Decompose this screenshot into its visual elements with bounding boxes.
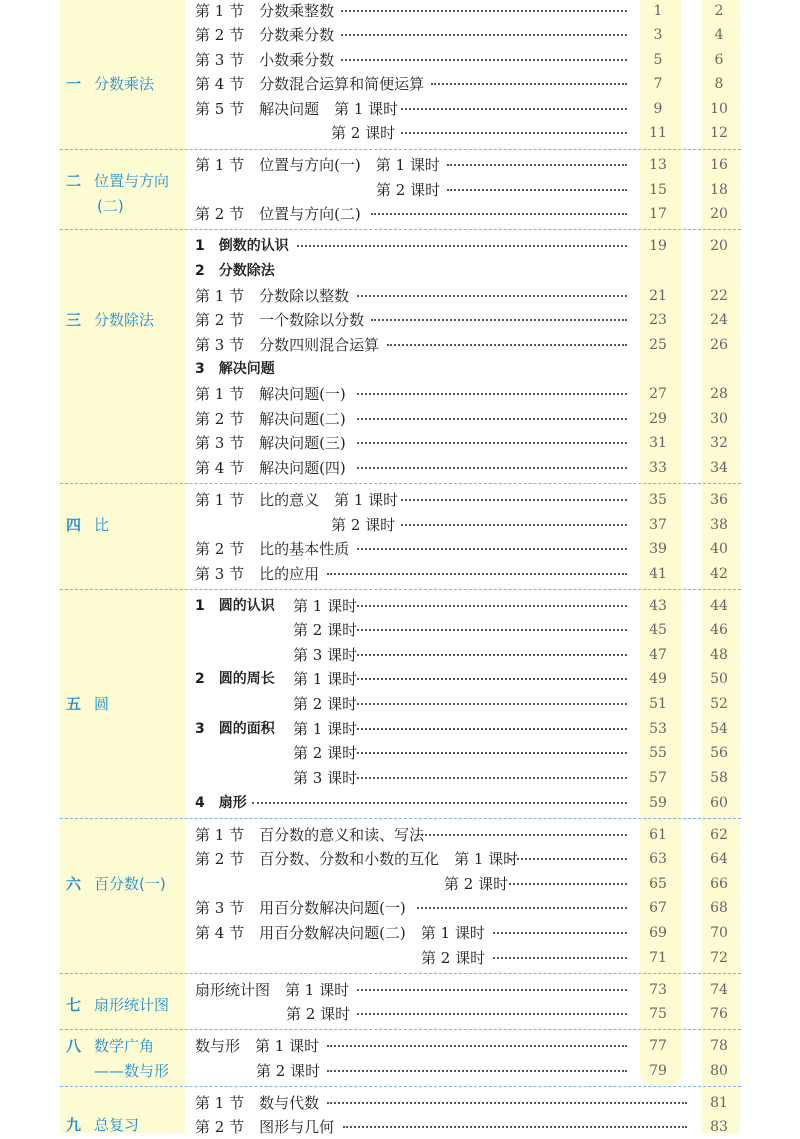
page-number-a: 13 [649,157,667,173]
entry-title: 第 1 节 位置与方向(一) 第 1 课时 [195,156,440,174]
page-number-b: 12 [710,125,728,141]
unit-heading[interactable] [66,308,186,333]
entry-title: 扇形统计图 第 1 课时 [195,981,350,999]
page-number-a: 45 [649,622,667,638]
page-number-a: 49 [649,671,667,687]
dot-leader [343,1126,687,1128]
unit-heading[interactable] [66,169,186,215]
page-number-a: 27 [649,386,667,402]
page-number-b: 56 [710,745,728,761]
dot-leader [509,858,627,860]
unit-number: 七 [66,996,82,1014]
page-number-b: 52 [710,696,728,712]
page-number-a: 7 [653,76,663,92]
entry-title: 第 2 节 解决问题(二) [195,410,346,428]
dot-leader [327,1045,627,1047]
entry-title: 第 1 节 解决问题(一) [195,385,346,403]
entry-title: 第 2 课时 [286,1005,351,1023]
page-number-b: 18 [710,182,728,198]
dot-leader [357,1013,627,1015]
dot-leader [357,703,627,705]
entry-title: 第 3 节 比的应用 [195,565,320,583]
page-number-a: 55 [649,745,667,761]
page-number-b: 4 [714,27,724,43]
section-divider [60,149,741,150]
dot-leader [341,10,627,12]
entry-title: 第 1 节 数与代数 [195,1094,320,1112]
page-number-b: 24 [710,312,728,328]
section-divider [60,818,741,819]
unit-title: 比 [94,516,110,534]
page-number-b: 44 [710,598,728,614]
dot-leader [387,344,627,346]
unit-number: 五 [66,695,82,713]
entry-title: 第 1 课时 [293,597,358,615]
page-number-b: 48 [710,647,728,663]
entry-title: 1 圆的认识 [195,598,275,614]
unit-number: 二 [66,172,82,190]
page-number-b: 76 [710,1006,728,1022]
section-divider [60,483,741,484]
entry-title: 第 2 课时 [421,949,486,967]
page-number-b: 72 [710,950,728,966]
dot-leader [401,524,627,526]
entry-title: 第 2 节 位置与方向(二) [195,205,361,223]
dot-leader [297,245,627,247]
page-number-a: 41 [649,566,667,582]
entry-title: 第 1 课时 [293,720,358,738]
unit-title: 总复习 [94,1116,140,1134]
page-number-a: 21 [649,288,667,304]
dot-leader [357,989,627,991]
page-number-a: 79 [649,1063,667,1079]
page-number-b: 22 [710,288,728,304]
page-number-a: 37 [649,517,667,533]
page-number-b: 60 [710,795,728,811]
page-number-a: 25 [649,337,667,353]
page-number-a: 63 [649,851,667,867]
entry-title: 第 3 节 解决问题(三) [195,434,346,452]
page-number-a: 65 [649,876,667,892]
page-number-a: 77 [649,1038,667,1054]
page-number-a: 3 [653,27,663,43]
page-number-b: 81 [710,1095,728,1111]
page-number-a: 61 [649,827,667,843]
page-number-b: 28 [710,386,728,402]
entry-title: 2 圆的周长 [195,671,275,687]
entry-title: 第 4 节 分数混合运算和简便运算 [195,75,425,93]
page-number-b: 10 [710,101,728,117]
entry-title: 3 解决问题 [195,361,275,377]
unit-number: 八 [66,1037,82,1055]
page-number-b: 58 [710,770,728,786]
page-number-a: 9 [653,101,663,117]
dot-leader [357,442,627,444]
entry-title: 第 2 课时 [331,124,396,142]
page-number-b: 2 [714,3,724,19]
page-number-a: 51 [649,696,667,712]
entry-title: 第 2 课时 [293,744,358,762]
page-number-b: 42 [710,566,728,582]
entry-title: 第 2 节 图形与几何 [195,1118,335,1136]
page-number-a: 71 [649,950,667,966]
entry-title: 数与形 第 1 课时 [195,1037,320,1055]
entry-title: 第 2 节 分数乘分数 [195,26,335,44]
entry-title: 第 4 节 解决问题(四) [195,459,346,477]
entry-title: 第 5 节 解决问题 第 1 课时 [195,100,399,118]
dot-leader [417,834,627,836]
dot-leader [357,295,627,297]
entry-title: 第 2 课时 [331,516,396,534]
page-number-b: 26 [710,337,728,353]
entry-title: 第 2 课时 [293,695,358,713]
page-number-b: 74 [710,982,728,998]
dot-leader [357,393,627,395]
unit-heading[interactable] [66,993,186,1018]
unit-title: 分数除法 [94,311,155,329]
page-number-a: 5 [653,52,663,68]
dot-leader [327,573,627,575]
unit-number: 三 [66,311,82,329]
dot-leader [431,83,627,85]
entry-title: 第 2 课时 [256,1062,321,1080]
dot-leader [509,883,627,885]
page-number-a: 11 [649,125,667,141]
page-number-b: 30 [710,411,728,427]
page-number-b: 50 [710,671,728,687]
dot-leader [357,752,627,754]
entry-title: 第 3 节 小数乘分数 [195,51,335,69]
entry-title: 第 1 课时 [293,670,358,688]
entry-title: 第 2 课时 [444,875,509,893]
dot-leader [357,728,627,730]
dot-leader [357,418,627,420]
entry-title: 第 3 课时 [293,769,358,787]
page-number-b: 54 [710,721,728,737]
unit-title: 分数乘法 [94,75,155,93]
page-number-b: 34 [710,460,728,476]
page-number-a: 17 [649,206,667,222]
unit-heading[interactable] [66,1034,186,1080]
page-number-a: 31 [649,435,667,451]
dot-leader [341,59,627,61]
page-number-b: 8 [714,76,724,92]
page-number-b: 38 [710,517,728,533]
page-number-b: 20 [710,238,728,254]
page-number-b: 32 [710,435,728,451]
page-number-b: 16 [710,157,728,173]
dot-leader [493,957,627,959]
page-number-a: 39 [649,541,667,557]
unit-number: 九 [66,1116,82,1134]
entry-title: 第 2 节 一个数除以分数 [195,311,365,329]
page-number-a: 69 [649,925,667,941]
unit-heading[interactable] [66,872,186,897]
page-number-a: 47 [649,647,667,663]
dot-leader [341,34,627,36]
entry-title: 第 1 节 分数除以整数 [195,287,350,305]
dot-leader [371,319,627,321]
entry-title: 第 1 节 比的意义 第 1 课时 [195,491,399,509]
dot-leader [252,802,627,804]
unit-title: 百分数(一) [94,875,166,893]
dot-leader [357,548,627,550]
entry-title: 第 2 节 比的基本性质 [195,540,350,558]
section-divider [60,1029,741,1030]
page-number-a: 73 [649,982,667,998]
dot-leader [447,189,627,191]
entry-title: 第 2 课时 [293,621,358,639]
page-number-a: 67 [649,900,667,916]
entry-title: 2 分数除法 [195,263,275,279]
entry-title: 3 圆的面积 [195,721,275,737]
dot-leader [327,1102,687,1104]
unit-heading[interactable] [66,72,186,97]
entry-title: 第 1 节 分数乘整数 [195,2,335,20]
page-number-b: 46 [710,622,728,638]
page-number-a: 15 [649,182,667,198]
page-number-b: 78 [710,1038,728,1054]
page-number-b: 66 [710,876,728,892]
page-number-b: 36 [710,492,728,508]
page-number-a: 23 [649,312,667,328]
page-number-b: 83 [710,1119,728,1135]
entry-title: 4 扇形 [195,795,247,811]
dot-leader [447,164,627,166]
dot-leader [357,629,627,631]
dot-leader [371,213,627,215]
page-number-b: 68 [710,900,728,916]
dot-leader [327,1070,627,1072]
page-number-a: 19 [649,238,667,254]
entry-title: 1 倒数的认识 [195,238,289,254]
dot-leader [401,499,627,501]
page-number-b: 20 [710,206,728,222]
unit-subtitle: (二) [97,197,124,215]
page-number-a: 35 [649,492,667,508]
unit-title: 数学广角 [94,1037,155,1055]
entry-title: 第 1 节 百分数的意义和读、写法 [195,826,425,844]
page-number-b: 40 [710,541,728,557]
entry-title: 第 3 节 分数四则混合运算 [195,336,380,354]
entry-title: 第 3 节 用百分数解决问题(一) [195,899,406,917]
unit-number: 四 [66,516,82,534]
section-divider [60,1086,741,1087]
dot-leader [357,777,627,779]
page-number-b: 6 [714,52,724,68]
page-number-a: 59 [649,795,667,811]
page-number-a: 57 [649,770,667,786]
dot-leader [401,108,627,110]
entry-title: 第 2 节 百分数、分数和小数的互化 第 1 课时 [195,850,519,868]
page-number-a: 53 [649,721,667,737]
page-number-a: 33 [649,460,667,476]
page-number-b: 70 [710,925,728,941]
dot-leader [401,132,627,134]
dot-leader [417,907,627,909]
section-divider [60,589,741,590]
unit-subtitle: ——数与形 [94,1062,170,1080]
section-divider [60,229,741,230]
unit-heading[interactable] [66,513,186,538]
section-divider [60,973,741,974]
page-number-a: 75 [649,1006,667,1022]
unit-heading[interactable] [66,692,186,717]
dot-leader [493,932,627,934]
unit-number: 六 [66,875,82,893]
page-number-a: 43 [649,598,667,614]
unit-number: 一 [66,75,82,93]
dot-leader [357,467,627,469]
page-number-b: 62 [710,827,728,843]
page-number-a: 1 [653,3,663,19]
page-number-a: 29 [649,411,667,427]
dot-leader [357,654,627,656]
unit-title: 圆 [94,695,110,713]
page-number-b: 64 [710,851,728,867]
unit-title: 扇形统计图 [94,996,170,1014]
entry-title: 第 2 课时 [376,181,441,199]
unit-heading[interactable] [66,1113,186,1138]
page-number-b: 80 [710,1063,728,1079]
entry-title: 第 4 节 用百分数解决问题(二) 第 1 课时 [195,924,485,942]
dot-leader [357,605,627,607]
entry-title: 第 3 课时 [293,646,358,664]
unit-title: 位置与方向 [94,172,170,190]
dot-leader [357,678,627,680]
